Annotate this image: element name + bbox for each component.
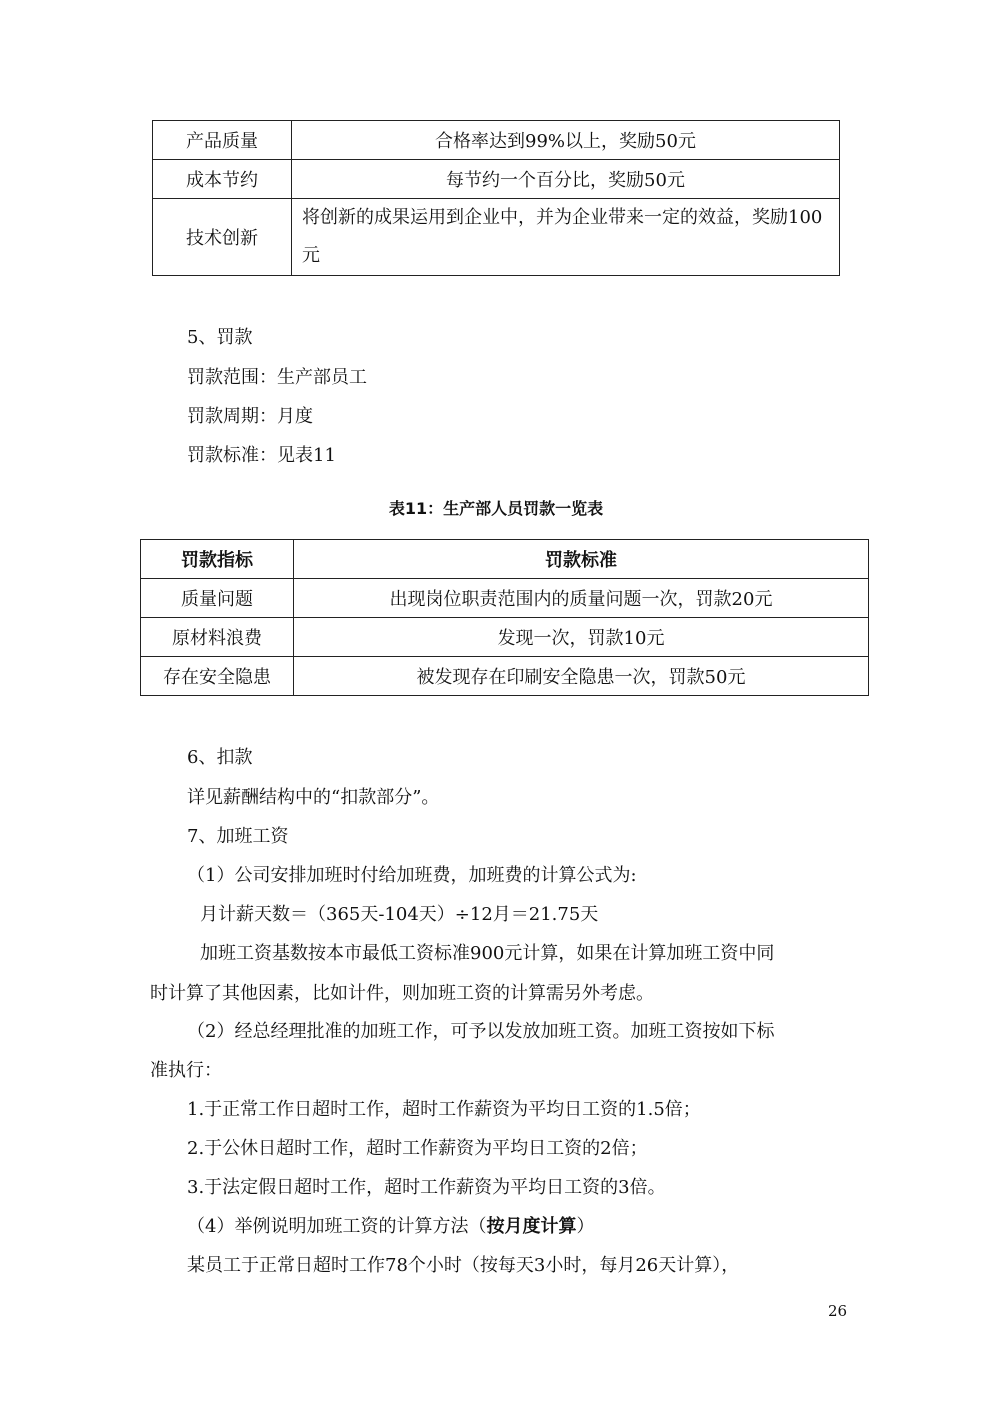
fines-table bbox=[140, 539, 869, 696]
paragraph: 罚款范围：生产部员工 bbox=[187, 367, 367, 388]
section-heading: 6、扣款 bbox=[187, 747, 253, 768]
table-row bbox=[153, 199, 840, 276]
paragraph-suffix: ） bbox=[576, 1216, 595, 1237]
paragraph: 时计算了其他因素，比如计件，则加班工资的计算需另外考虑。 bbox=[150, 983, 654, 1004]
page-number: 26 bbox=[828, 1302, 848, 1320]
list-item: 2.于公休日超时工作，超时工作薪资为平均日工资的2倍； bbox=[187, 1138, 648, 1159]
list-item: 3.于法定假日超时工作，超时工作薪资为平均日工资的3倍。 bbox=[187, 1177, 666, 1198]
table-cell-desc: 合格率达到99%以上，奖励50元 bbox=[292, 121, 840, 160]
table-row bbox=[141, 657, 869, 696]
table-row bbox=[141, 579, 869, 618]
bold-emphasis: 按月度计算 bbox=[486, 1216, 577, 1237]
table-cell-desc: 被发现存在印刷安全隐患一次，罚款50元 bbox=[294, 657, 869, 696]
paragraph: 罚款周期：月度 bbox=[187, 406, 313, 427]
table-caption: 表11：生产部人员罚款一览表 bbox=[388, 499, 604, 518]
table-cell-desc: 将创新的成果运用到企业中，并为企业带来一定的效益，奖励100元 bbox=[292, 199, 840, 276]
table-row bbox=[153, 160, 840, 199]
table-cell-item: 原材料浪费 bbox=[141, 618, 294, 657]
list-item: 1.于正常工作日超时工作，超时工作薪资为平均日工资的1.5倍； bbox=[187, 1099, 701, 1120]
paragraph: 加班工资基数按本市最低工资标准900元计算，如果在计算加班工资中同 bbox=[200, 943, 775, 964]
table-cell-desc: 发现一次，罚款10元 bbox=[294, 618, 869, 657]
table-header-row bbox=[141, 540, 869, 579]
formula: 月计薪天数＝（365天-104天）÷12月＝21.75天 bbox=[200, 904, 599, 925]
paragraph-prefix: （4）举例说明加班工资的计算方法（ bbox=[187, 1216, 487, 1237]
table-cell-item: 质量问题 bbox=[141, 579, 294, 618]
section-heading: 7、加班工资 bbox=[187, 826, 289, 847]
paragraph: 详见薪酬结构中的“扣款部分”。 bbox=[187, 787, 440, 808]
paragraph: 准执行： bbox=[150, 1060, 222, 1081]
reward-table bbox=[152, 120, 840, 276]
table-cell-desc: 出现岗位职责范围内的质量问题一次，罚款20元 bbox=[294, 579, 869, 618]
table-cell-item: 成本节约 bbox=[153, 160, 292, 199]
table-cell-item: 存在安全隐患 bbox=[141, 657, 294, 696]
table-row bbox=[141, 618, 869, 657]
table-header-cell: 罚款指标 bbox=[141, 540, 294, 579]
paragraph bbox=[187, 1215, 594, 1239]
table-cell-item: 产品质量 bbox=[153, 121, 292, 160]
paragraph: （2）经总经理批准的加班工作，可予以发放加班工资。加班工资按如下标 bbox=[187, 1021, 775, 1042]
table-row bbox=[153, 121, 840, 160]
paragraph: 罚款标准：见表11 bbox=[187, 445, 336, 466]
table-cell-item: 技术创新 bbox=[153, 199, 292, 276]
table-header-cell: 罚款标准 bbox=[294, 540, 869, 579]
paragraph: （1）公司安排加班时付给加班费，加班费的计算公式为: bbox=[187, 865, 637, 886]
table-cell-desc: 每节约一个百分比，奖励50元 bbox=[292, 160, 840, 199]
paragraph: 某员工于正常日超时工作78个小时（按每天3小时，每月26天计算）， bbox=[187, 1255, 740, 1276]
section-heading: 5、罚款 bbox=[187, 327, 253, 348]
